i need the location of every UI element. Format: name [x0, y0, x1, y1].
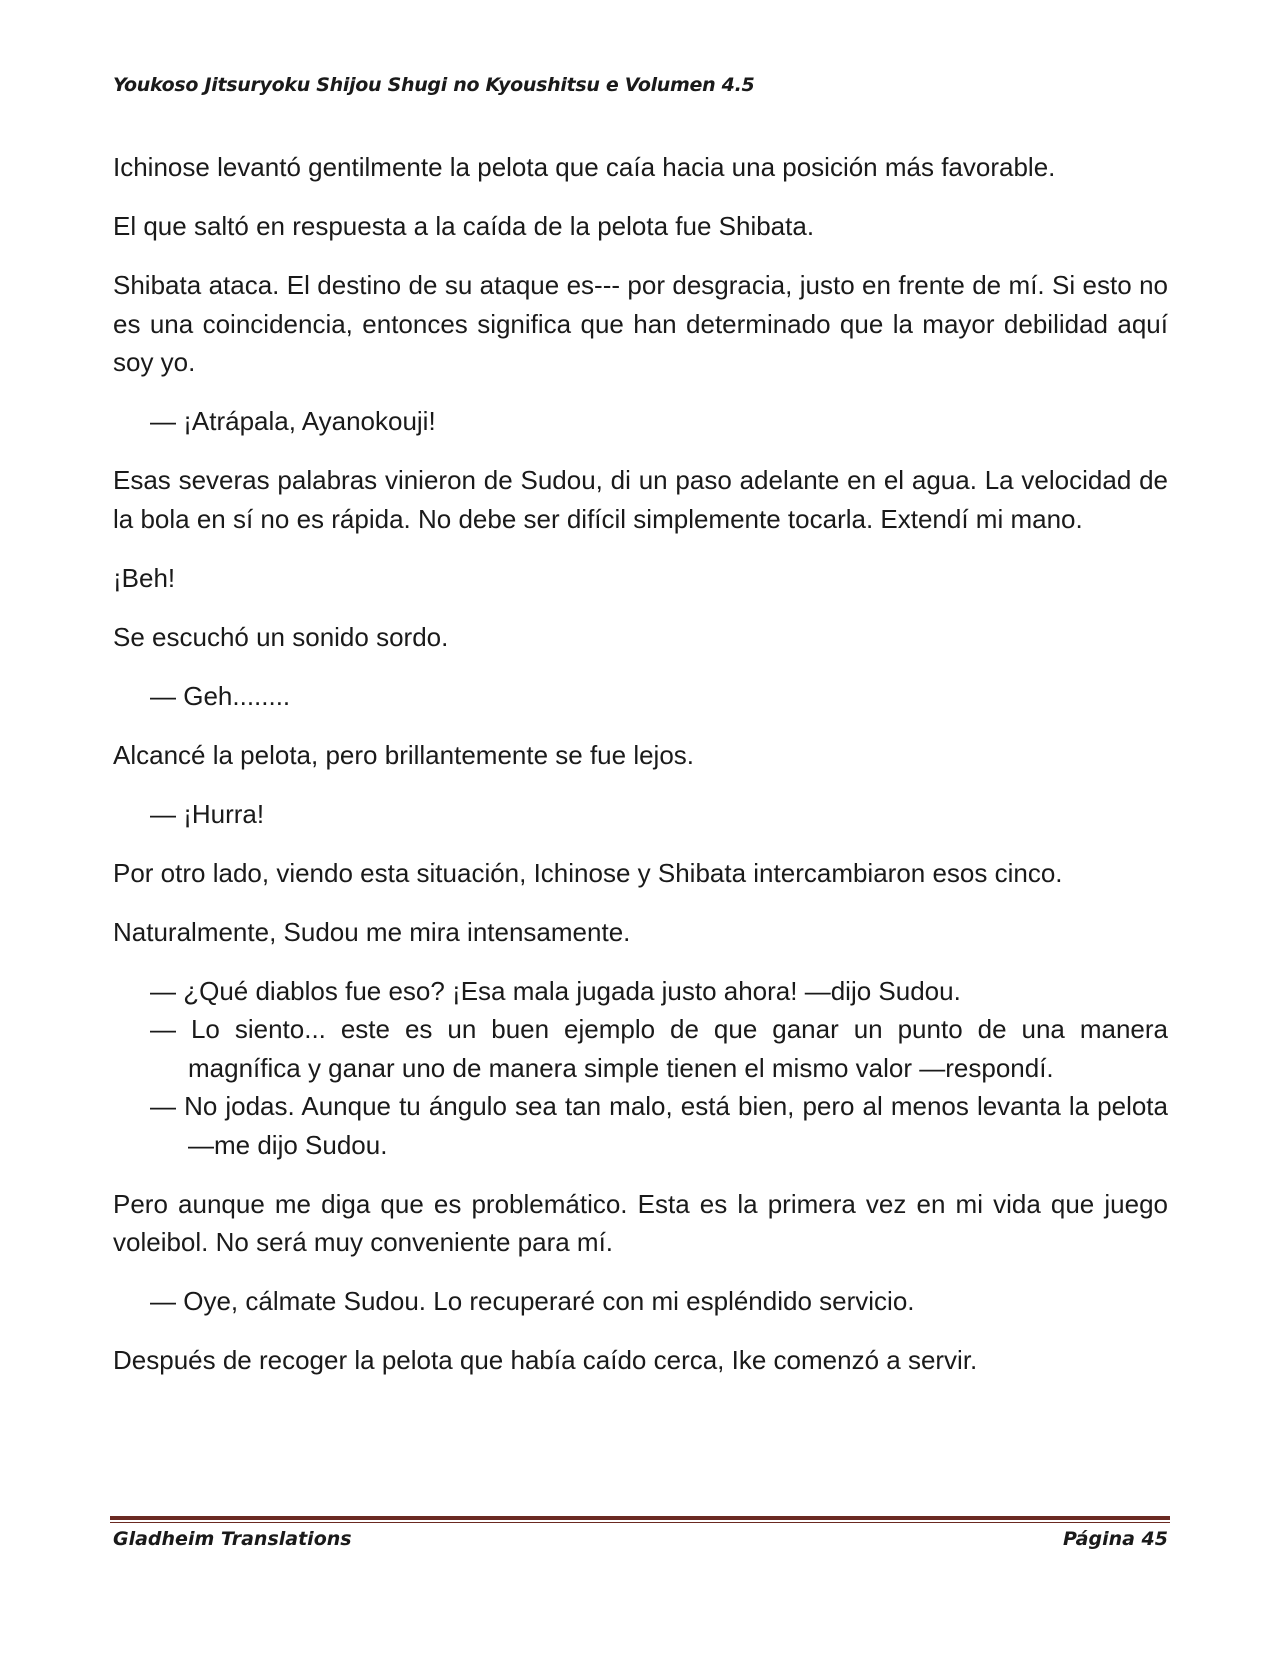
dialogue-line: — Lo siento... este es un buen ejemplo de que ganar un punto de una manera magnífica y ganar uno de manera simple tienen el mismo valor —respondí. [150, 1014, 1168, 1083]
dialogue-line: — ¿Qué diablos fue eso? ¡Esa mala jugada justo ahora! —dijo Sudou. [150, 975, 961, 1006]
paragraph: Esas severas palabras vinieron de Sudou, di un paso adelante en el agua. La velocidad de la bola en sí no es rápida. No debe ser difícil simplemente tocarla. Extendí mi mano. [113, 465, 1168, 534]
footer-divider [110, 1516, 1170, 1523]
paragraph: Por otro lado, viendo esta situación, Ichinose y Shibata intercambiaron esos cinco. [113, 857, 1063, 888]
paragraph: Ichinose levantó gentilmente la pelota que caía hacia una posición más favorable. [113, 152, 1056, 182]
running-header: Youkoso Jitsuryoku Shijou Shugi no Kyoushitsu e Volumen 4.5 [113, 74, 755, 96]
paragraph: Alcancé la pelota, pero brillantemente se fue lejos. [113, 739, 695, 770]
paragraph: El que saltó en respuesta a la caída de la pelota fue Shibata. [113, 211, 815, 241]
dialogue-block [113, 972, 1168, 1165]
paragraph: Después de recoger la pelota que había caído cerca, Ike comenzó a servir. [113, 1345, 978, 1375]
footer-rule-thin [110, 1522, 1170, 1523]
dialogue-line: — ¡Atrápala, Ayanokouji! [150, 406, 436, 436]
dialogue-line: — Oye, cálmate Sudou. Lo recuperaré con mi espléndido servicio. [150, 1286, 915, 1316]
dialogue-line: — No jodas. Aunque tu ángulo sea tan malo, está bien, pero al menos levanta la pelota —me dijo Sudou. [150, 1091, 1168, 1160]
paragraph: Shibata ataca. El destino de su ataque es--- por desgracia, justo en frente de mí. Si esto no es una coincidencia, entonces significa que han determinado que la mayor debilidad aquí soy yo. [113, 270, 1168, 377]
paragraph: Pero aunque me diga que es problemático. Esta es la primera vez en mi vida que juego voleibol. No será muy conveniente para mí. [113, 1188, 1168, 1257]
footer-publisher: Gladheim Translations [113, 1528, 352, 1550]
paragraph: Naturalmente, Sudou me mira intensamente. [113, 916, 631, 947]
body-text [113, 148, 1168, 1400]
page-number: Página 45 [1062, 1528, 1168, 1550]
dialogue-line: — Geh........ [150, 680, 291, 711]
dialogue-line: — ¡Hurra! [150, 798, 265, 829]
paragraph: ¡Beh! [113, 562, 176, 593]
paragraph: Se escuchó un sonido sordo. [113, 621, 449, 652]
